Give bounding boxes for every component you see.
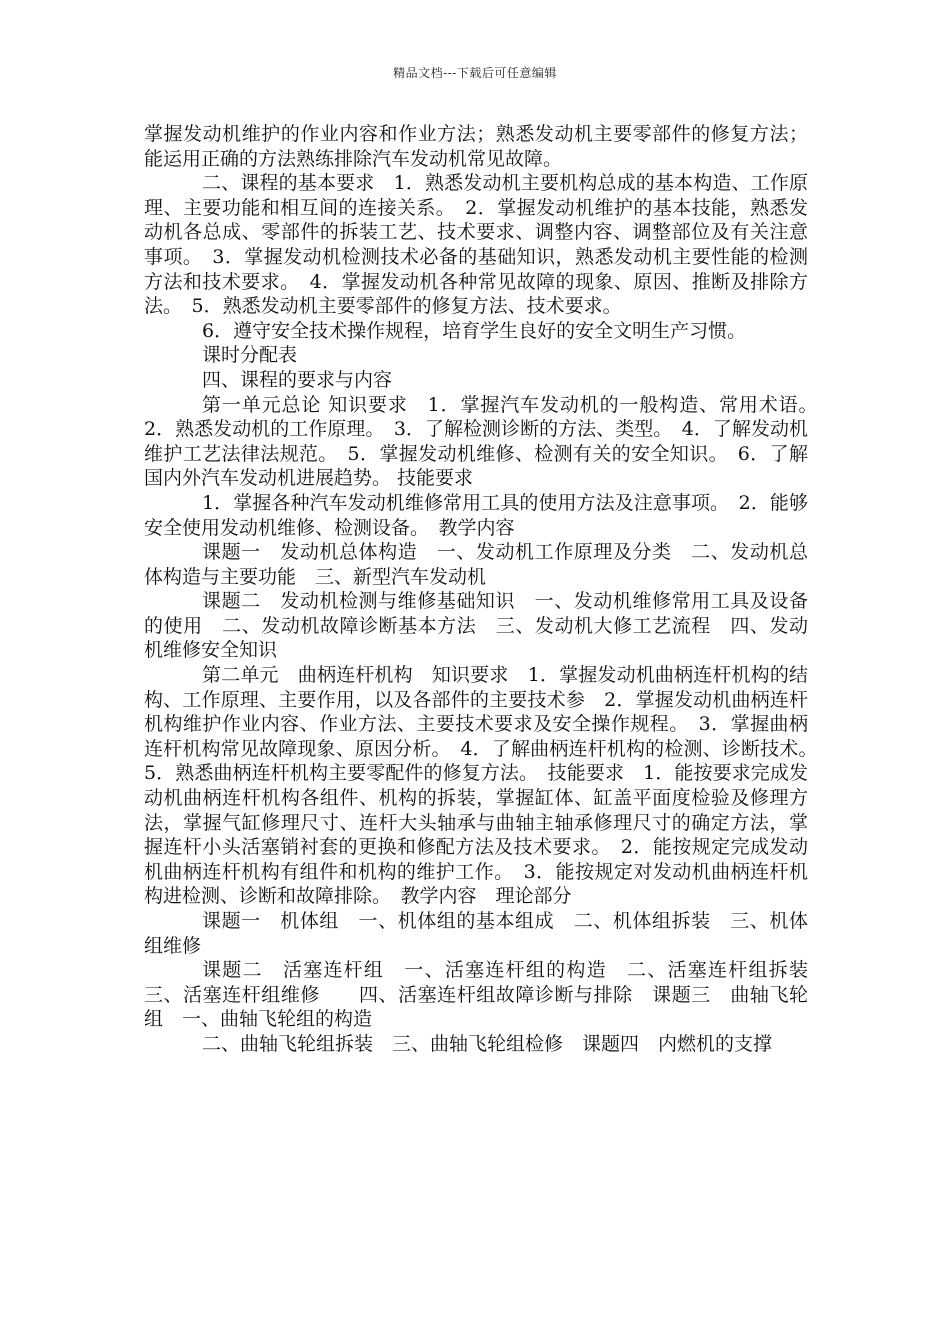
paragraph: 二、曲轴飞轮组拆装 三、曲轴飞轮组检修 课题四 内燃机的支撑 [202,1032,773,1055]
paragraph: 课题一 发动机总体构造 一、发动机工作原理及分类 二、发动机总体构造与主要功能 三、新型汽车发动机 [144,541,808,588]
paragraph: 1．掌握各种汽车发动机维修常用工具的使用方法及注意事项。 2．能够安全使用发动机维修、检测设备。 教学内容 [144,491,808,539]
section-heading: 四、课程的要求与内容 [202,368,393,391]
document-body [144,122,828,1057]
paragraph: 课题二 发动机检测与维修基础知识 一、发动机维修常用工具及设备的使用 二、发动机故障诊断基本方法 三、发动机大修工艺流程 四、发动机维修安全知识 [144,590,808,662]
paragraph: 二、课程的基本要求 1．熟悉发动机主要机构总成的基本构造、工作原理、主要功能和相互间的连接关系。 2．掌握发动机维护的基本技能，熟悉发动机各总成、零部件的拆装工艺、技术要求、调整内容、调整部位及有关注意事项。 3．掌握发动机检测技术必备的基础知识，熟悉发动机主要性能的检测方法和技术要求。 4．掌握发动机各种常见故障的现象、原因、推断及排除方法。 5．熟悉发动机主要零部件的修复方法、技术要求。 [144,172,808,318]
page-header: 精品文档---下载后可任意编辑 [393,66,557,80]
paragraph: 第一单元总论 知识要求 1．掌握汽车发动机的一般构造、常用术语。 2．熟悉发动机的工作原理。 3．了解检测诊断的方法、类型。 4．了解发动机维护工艺法律法规范。 5．掌握发动机维修、检测有关的安全知识。 6．了解国内外汽车发动机进展趋势。 技能要求 [144,393,828,490]
paragraph: 掌握发动机维护的作业内容和作业方法；熟悉发动机主要零部件的修复方法；能运用正确的方法熟练排除汽车发动机常见故障。 [144,123,808,170]
paragraph: 课题一 机体组 一、机体组的基本组成 二、机体组拆装 三、机体组维修 [144,910,808,957]
paragraph: 6．遵守安全技术操作规程，培育学生良好的安全文明生产习惯。 [202,319,747,342]
paragraph: 第二单元 曲柄连杆机构 知识要求 1．掌握发动机曲柄连杆机构的结构、工作原理、主要作用，以及各部件的主要技术参 2．掌握发动机曲柄连杆机构维护作业内容、作业方法、主要技术要求及安全操作规程。 3．掌握曲柄连杆机构常见故障现象、原因分析。 4．了解曲柄连杆机构的检测、诊断技术。 5．熟悉曲柄连杆机构主要零配件的修复方法。 技能要求 1．能按要求完成发动机曲柄连杆机构各组件、机构的拆装，掌握缸体、缸盖平面度检验及修理方法，掌握气缸修理尺寸、连杆大头轴承与曲轴主轴承修理尺寸的确定方法，掌握连杆小头活塞销衬套的更换和修配方法及技术要求。 2．能按规定完成发动机曲柄连杆机构有组件和机构的维护工作。 3．能按规定对发动机曲柄连杆机构进检测、诊断和故障排除。 教学内容 理论部分 [144,664,828,908]
paragraph: 课时分配表 [202,344,298,367]
paragraph: 课题二 活塞连杆组 一、活塞连杆组的构造 二、活塞连杆组拆装 三、活塞连杆组维修 四、活塞连杆组故障诊断与排除 课题三 曲轴飞轮组 一、曲轴飞轮组的构造 [144,959,828,1031]
